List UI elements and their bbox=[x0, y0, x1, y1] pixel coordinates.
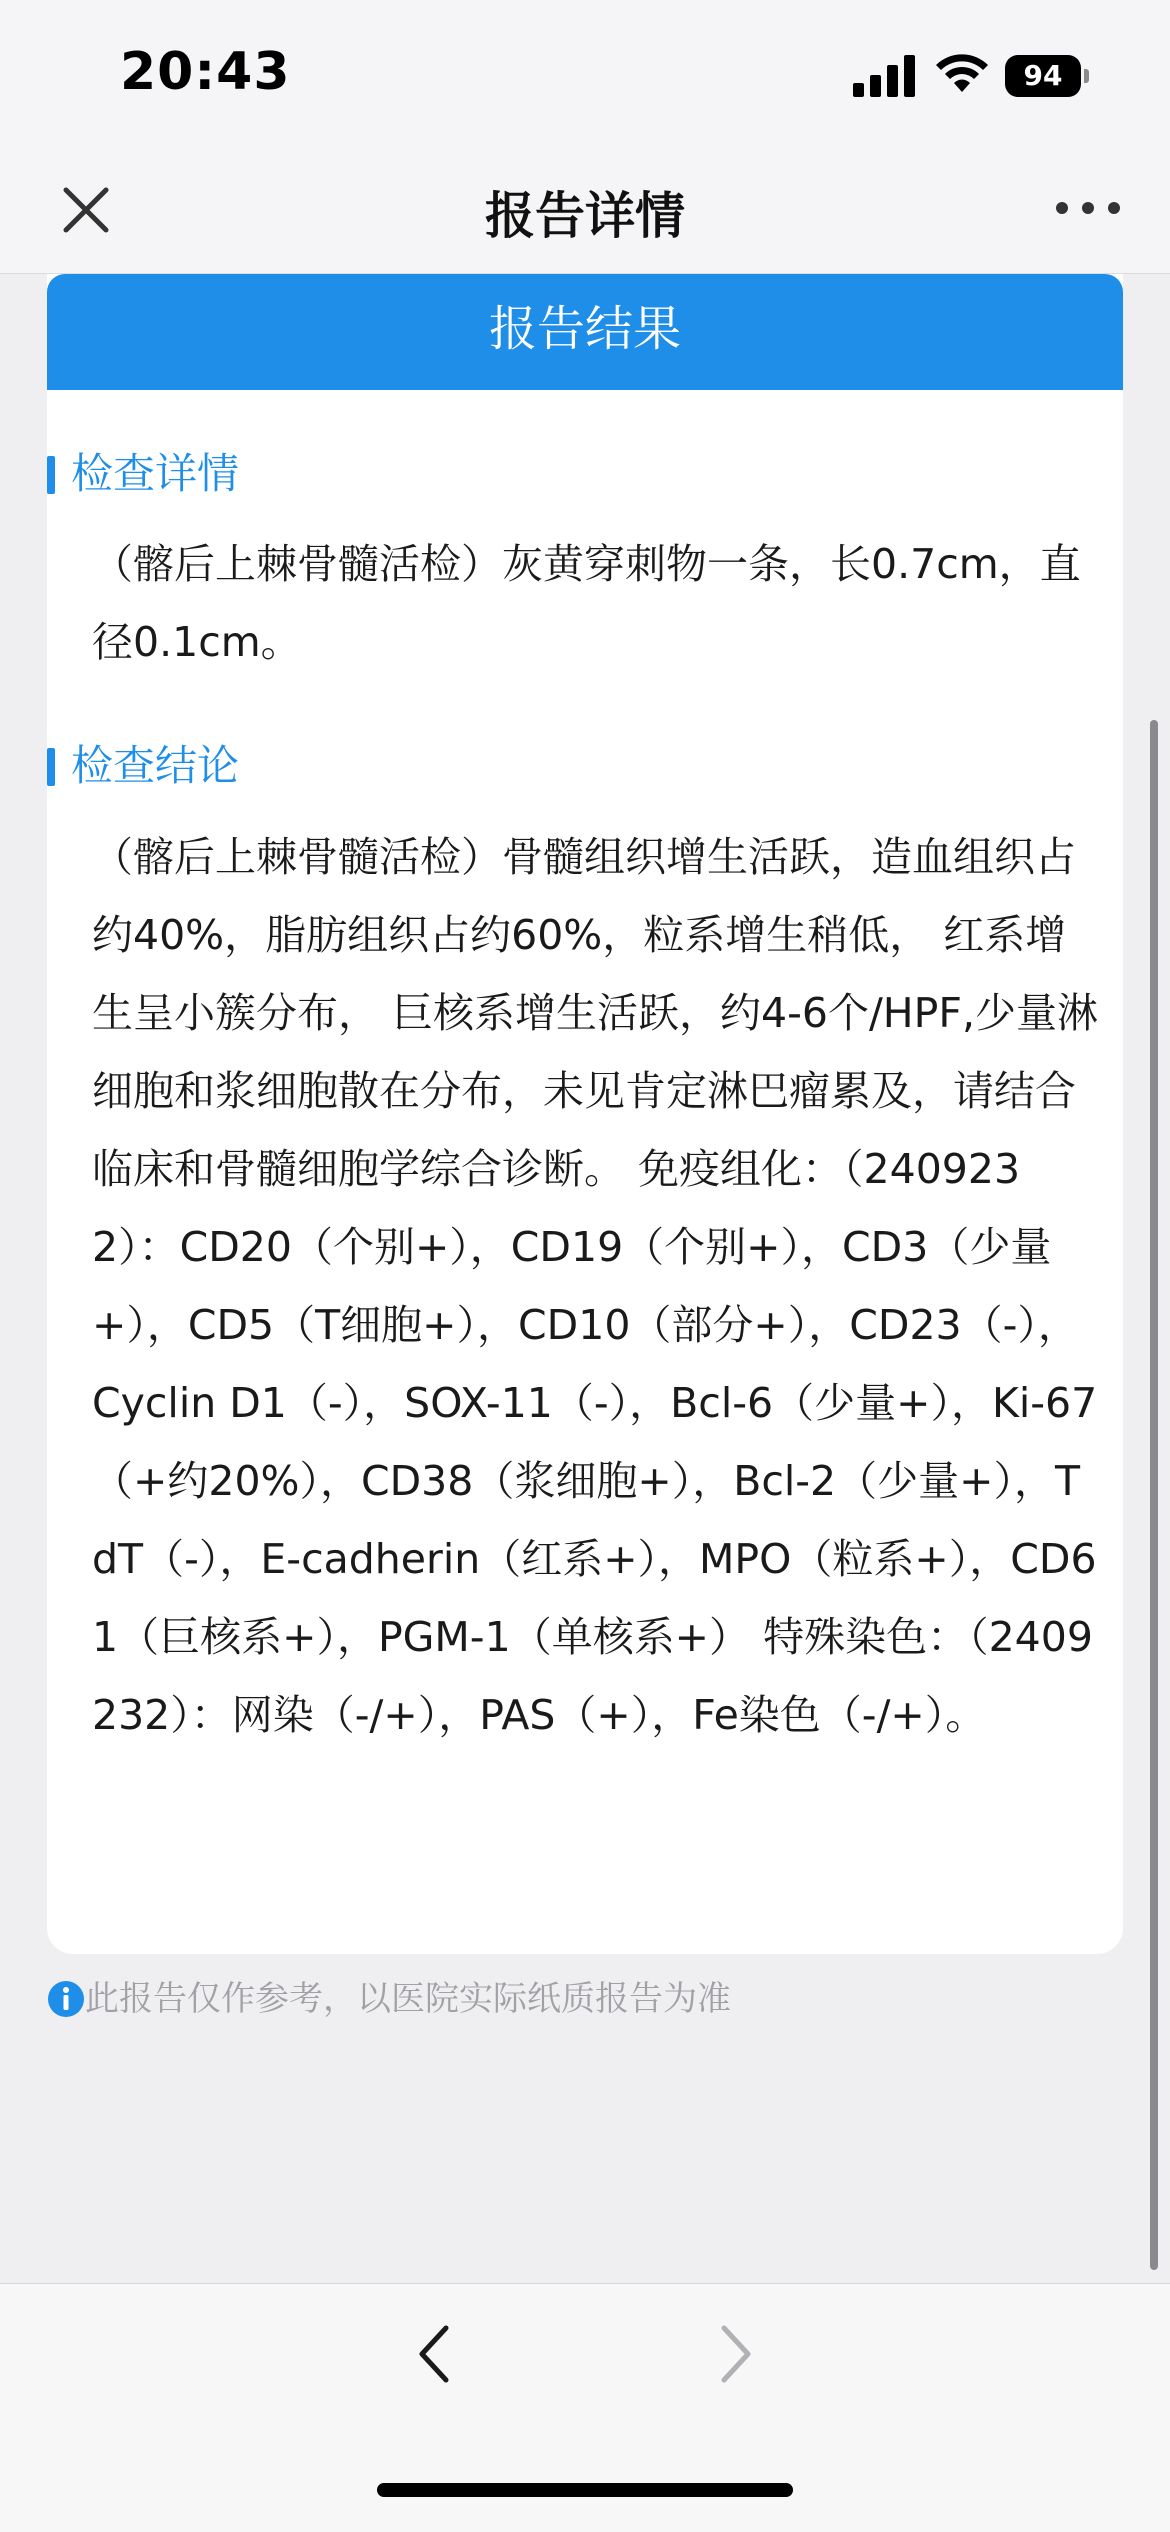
close-icon[interactable] bbox=[48, 172, 124, 248]
battery-cap bbox=[1084, 69, 1089, 83]
more-icon[interactable] bbox=[1048, 180, 1128, 236]
section-label: 检查结论 bbox=[71, 741, 240, 790]
chevron-left-icon[interactable] bbox=[400, 2314, 470, 2394]
section-accent-bar bbox=[47, 456, 55, 494]
report-content bbox=[0, 274, 1170, 2054]
chevron-right-icon[interactable] bbox=[700, 2314, 770, 2394]
report-card-header: 报告结果 bbox=[47, 274, 1123, 390]
navigation-bar bbox=[0, 150, 1170, 274]
page-title: 报告详情 bbox=[485, 187, 685, 245]
section-label: 检查详情 bbox=[71, 449, 240, 498]
cellular-signal-icon bbox=[853, 55, 915, 97]
conclusion-text: （髂后上棘骨髓活检）骨髓组织增生活跃，造血组织占约40%，脂肪组织占约60%，粒系增生稍低， 红系增生呈小簇分布， 巨核系增生活跃，约4-6个/HPF,少量淋细胞和浆细胞散在分布，未见肯定淋巴瘤累及，请结合临床和骨髓细胞学综合诊断。 免疫组化：（2409232）：CD20（个别+），CD19（个别+），CD3（少量+），CD5（T细胞+），CD10（部分+），CD23（-），Cyclin D1（-），SOX-11（-），Bcl-6（少量+），Ki-67（+约20%），CD38（浆细胞+），Bcl-2（少量+），TdT（-），E-cadherin（红系+），MPO（粒系+），CD61（巨核系+），PGM-1（单核系+） 特殊染色：（2409232）：网染（-/+），PAS（+），Fe染色（-/+）。 bbox=[92, 833, 1098, 1739]
report-card bbox=[47, 274, 1123, 1954]
scrollbar[interactable] bbox=[1150, 720, 1158, 2270]
info-icon bbox=[47, 1980, 85, 2018]
battery-icon bbox=[1005, 55, 1089, 97]
status-time: 20:43 bbox=[120, 42, 291, 102]
details-text: （髂后上棘骨髓活检）灰黄穿刺物一条，长0.7cm，直径0.1cm。 bbox=[92, 540, 1081, 666]
battery-level: 94 bbox=[1005, 55, 1081, 97]
section-accent-bar bbox=[47, 748, 55, 786]
home-indicator[interactable] bbox=[377, 2483, 793, 2497]
status-bar bbox=[0, 0, 1170, 150]
wifi-icon bbox=[936, 52, 988, 94]
disclaimer-text: 此报告仅作参考，以医院实际纸质报告为准 bbox=[85, 1979, 731, 2019]
